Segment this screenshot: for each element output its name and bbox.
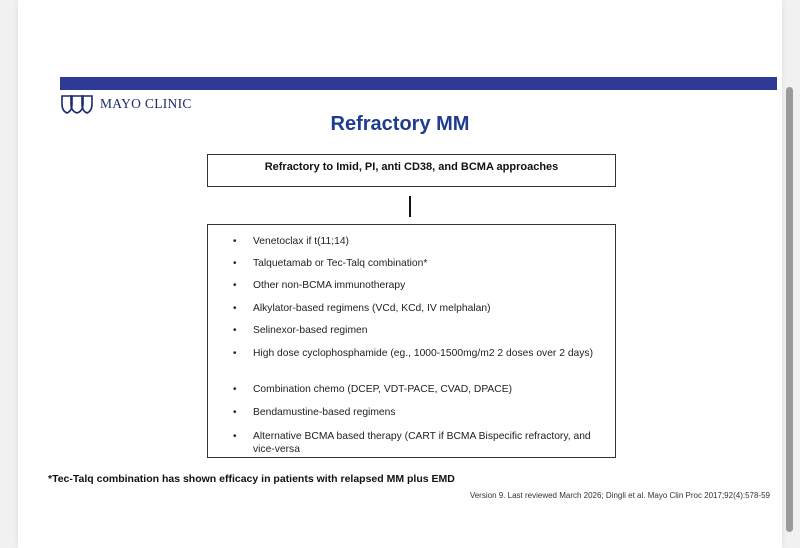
refractory-criteria-text: Refractory to Imid, PI, anti CD38, and BCMA approaches (264, 161, 559, 173)
list-item-text: Bendamustine-based regimens (253, 407, 396, 418)
list-item-text: Selinexor-based regimen (253, 325, 368, 336)
list-item-text: Combination chemo (DCEP, VDT-PACE, CVAD, DPACE) (253, 384, 513, 395)
list-item-text: Alkylator-based regimens (VCd, KCd, IV melphalan) (253, 303, 491, 314)
bullet-dot: • (233, 407, 237, 418)
bullet-dot: • (233, 258, 237, 269)
refractory-criteria-box (207, 154, 616, 187)
scrollbar[interactable] (786, 87, 793, 532)
bullet-dot: • (233, 280, 237, 291)
bullet-dot: • (233, 348, 237, 359)
list-item-text: High dose cyclophosphamide (eg., 1000-1500mg/m2 2 doses over 2 days) (253, 348, 593, 359)
bullet-dot: • (233, 303, 237, 314)
bullet-dot: • (233, 236, 237, 247)
flow-arrow (409, 196, 411, 217)
bullet-dot: • (233, 384, 237, 395)
list-item-text: Alternative BCMA based therapy (CART if BCMA Bispecific refractory, and vice-versa (253, 431, 591, 455)
logo-text: MAYO CLINIC (100, 96, 192, 111)
treatment-options-box (207, 224, 616, 458)
list-item-text: Talquetamab or Tec-Talq combination* (253, 258, 428, 269)
version-citation: Version 9. Last reviewed March 2026; Dingli et al. Mayo Clin Proc 2017;92(4):578-59 (469, 491, 770, 500)
list-item-text: Venetoclax if t(11;14) (253, 236, 349, 247)
footnote: *Tec-Talq combination has shown efficacy in patients with relapsed MM plus EMD (48, 473, 455, 485)
mayo-shields-icon (60, 94, 94, 114)
bullet-dot: • (233, 431, 237, 442)
bullet-dot: • (233, 325, 237, 336)
logo (60, 94, 192, 114)
list-item-text: Other non-BCMA immunotherapy (253, 280, 406, 291)
slide-title: Refractory MM (330, 113, 470, 135)
header-bar (60, 77, 777, 90)
